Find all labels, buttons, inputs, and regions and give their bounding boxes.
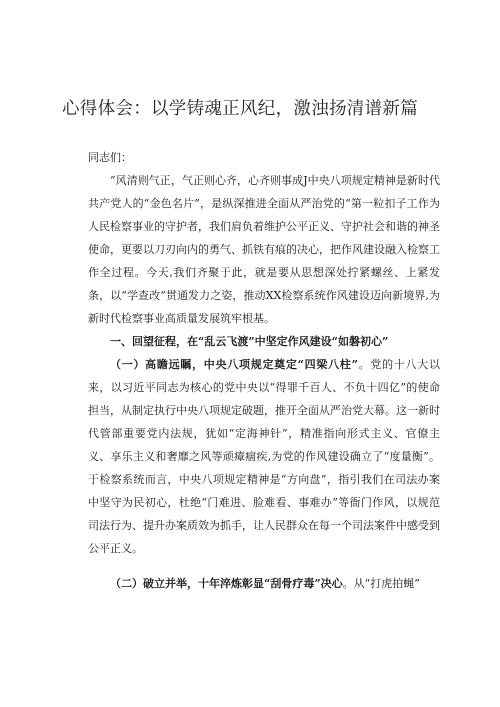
subsection-body-2: 。从“打虎拍蝇” <box>342 577 420 590</box>
subsection-heading-2: （二）破立并举，十年淬炼彰显“刮骨疗毒”决心 <box>110 577 343 590</box>
document-title: 心得体会：以学铸魂正风纪，激浊扬清谱新篇 <box>62 99 418 119</box>
section-heading-1: 一、回望征程，在“乱云飞渡”中坚定作风建设“如磐初心” <box>110 335 389 348</box>
subsection-heading-1: （一）高瞻远瞩，中央八项规定奠定“四梁八柱” <box>110 358 358 371</box>
paragraph-gap <box>88 560 440 572</box>
subsection-body-1: 。党的十八大以来，以习近平同志为核心的党中央以“得罪千百人、不负十四亿”的使命担当，从制定执行中央八项规定破题，推开全面从严治党大幕。这一新时代管部重要党内法规，犹如“定海神针”，精准指向形式主义、官僚主义、享乐主义和奢靡之风等顽瘴痼疾,为党的作风建设确立了“度量衡”。于检察系统而言，中央八项规定精神是“方向盘”，指引我们在司法办案中坚守为民初心，杜绝“门难进、脸难看、事难办”等衙门作风，以规范司法行为、提升办案质效为抓手，让人民群众在每一个司法案件中感受到公平正义。 <box>88 358 441 555</box>
intro-paragraph: “风清则气正，气正则心齐，心齐则事成J中央八项规定精神是新时代共产党人的“金色名片”，是纵深推进全面从严治党的“第一粒扣子工作为人民检察事业的守护者，我们肩负着维护公平正义、守护社会和谐的神圣使命，更要以刀刃向内的勇气、抓铁有痕的决心，把作风建设融入检察工作全过程。今天,我们齐聚于此，就是要从思想深处拧紧螺丝、上紧发条，以“学查改”贯通发力之姿，推动XX检察系统作风建设迈向新境界,为新时代检察事业高质量发展筑牢根基。 <box>88 174 440 325</box>
subsection-paragraph-2 <box>88 572 440 595</box>
document-body <box>88 146 440 595</box>
greeting: 同志们： <box>88 151 132 164</box>
subsection-paragraph-1 <box>88 353 440 560</box>
